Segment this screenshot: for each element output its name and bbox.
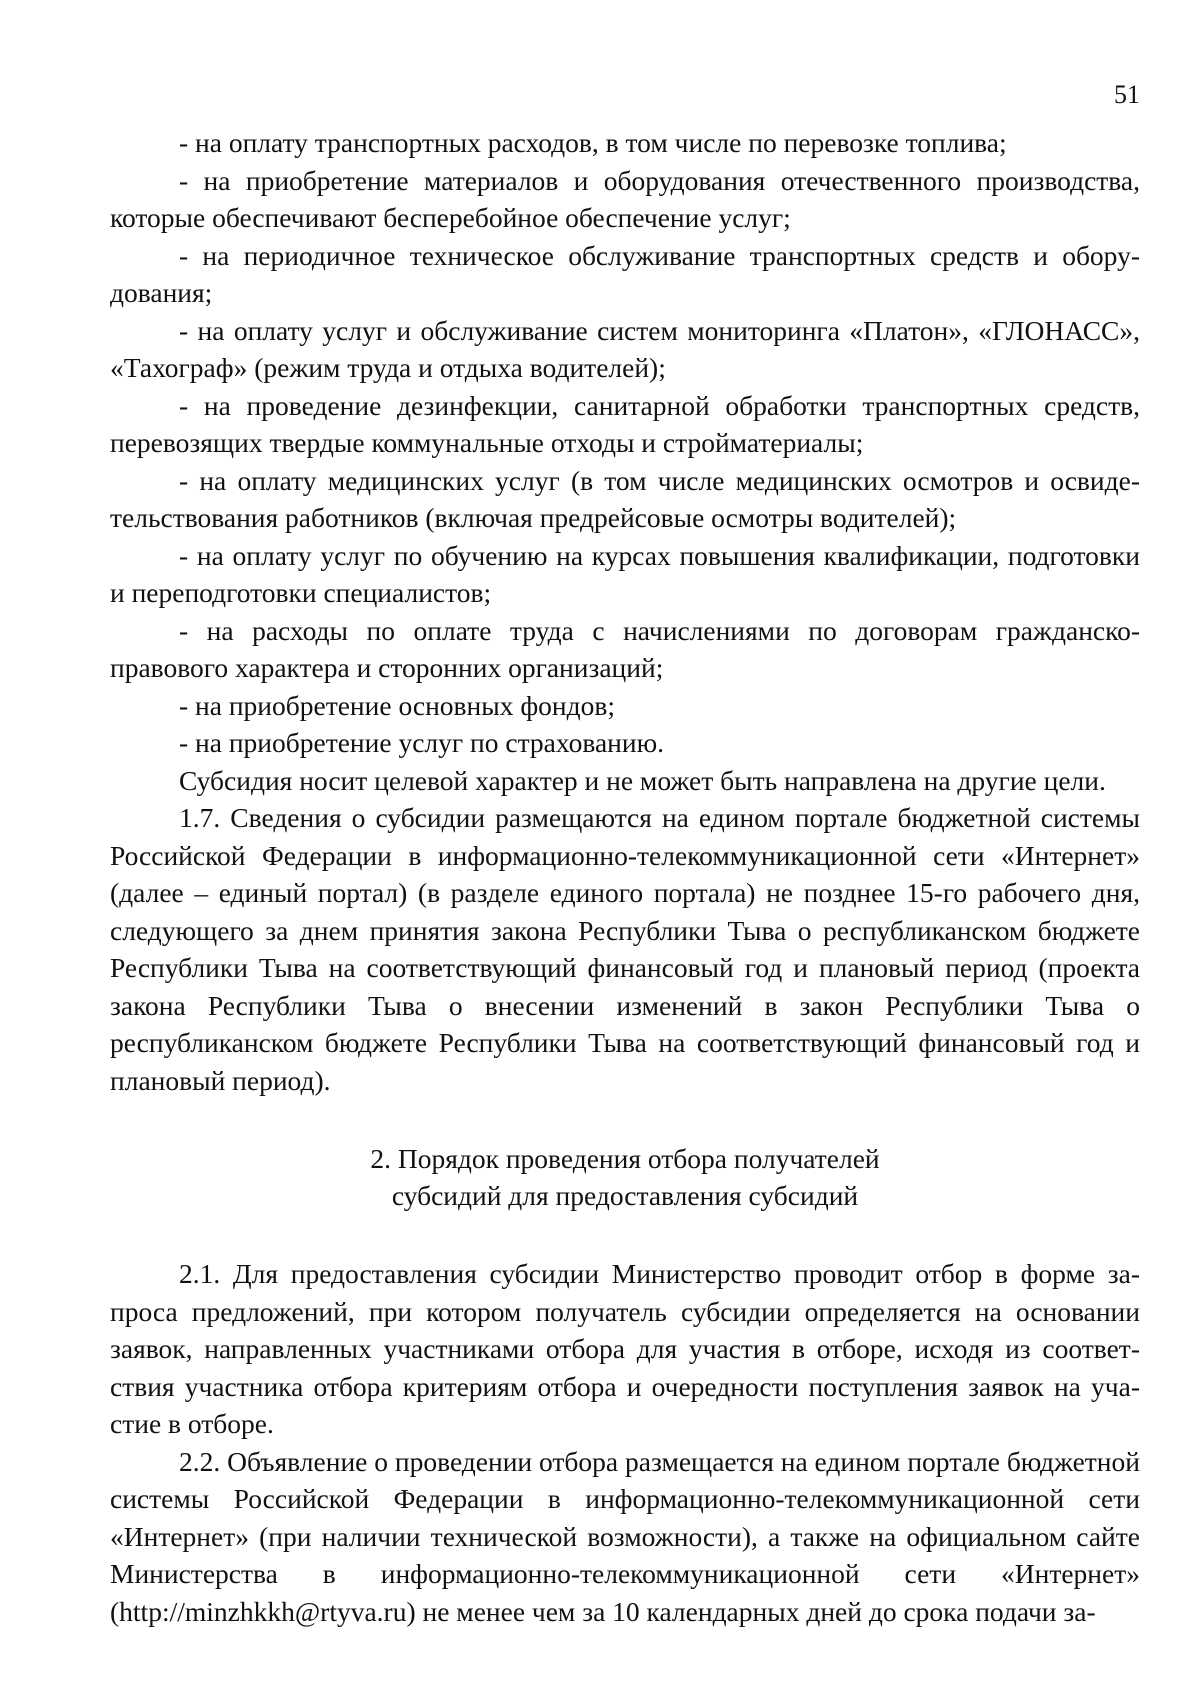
paragraph-subsidy-purpose: Субсидия носит целевой характер и не может быть направлена на другие цели. [179, 764, 1106, 796]
paragraph-medical-services: - на оплату медицинских услуг (в том числе медицинских осмотров и освидетельствования работников (включая предрейсовые осмотры водителей); [110, 464, 1140, 533]
paragraph-labor-costs: - на расходы по оплате труда с начислениями по договорам гражданско-правового характера и сторонних организаций; [110, 614, 1140, 683]
paragraph-2-2: 2.2. Объявление о проведении отбора размещается на едином портале бюджетной системы Российской Федерации в информационно-телекоммуникационной сети «Интернет» (при наличии технической возможности), а также на официальном сайте Министерства в информационно-телекоммуникационной сети «Интернет» (http://minzhkkh@rtyva.ru) не менее чем за 10 календарных дней до срока подачи за- [110, 1445, 1140, 1627]
paragraph-disinfection: - на проведение дезинфекции, санитарной обработки транспортных средств, перевозящих твердые коммунальные отходы и стройматериалы; [110, 389, 1140, 458]
section-heading-line-2: субсидий для предоставления субсидий [391, 1180, 859, 1211]
paragraph-insurance: - на приобретение услуг по страхованию. [179, 727, 665, 758]
page-number: 51 [1114, 80, 1140, 109]
paragraph-fixed-assets: - на приобретение основных фондов; [179, 689, 616, 721]
paragraph-training: - на оплату услуг по обучению на курсах повышения квалификации, подготовки и переподготовки специалистов; [110, 539, 1140, 608]
document-body [110, 124, 1140, 1630]
paragraph-transport-costs: - на оплату транспортных расходов, в том числе по перевозке топлива; [179, 127, 1007, 158]
section-heading [110, 1140, 1140, 1214]
paragraph-monitoring-systems: - на оплату услуг и обслуживание систем мониторинга «Платон», «ГЛОНАСС», «Тахограф» (режим труда и отдыха водителей); [110, 314, 1140, 383]
paragraph-materials-equipment: - на приобретение материалов и оборудования отечественного производства, которые обеспечивают бесперебойное обеспечение услуг; [110, 164, 1140, 233]
section-heading-line-1: 2. Порядок проведения отбора получателей [370, 1143, 880, 1174]
paragraph-vehicle-maintenance: - на периодичное техническое обслуживание транспортных средств и оборудования; [110, 239, 1140, 308]
paragraph-1-7: 1.7. Сведения о субсидии размещаются на едином портале бюджетной системы Российской Федерации в информационно-телекоммуникационной сети «Интернет» (далее – единый портал) (в разделе единого портала) не позднее 15-го рабочего дня, следующего за днем принятия закона Республики Тыва о республиканском бюджете Республики Тыва на соответствующий финансовый год и плановый период (проекта закона Республики Тыва о внесении изменений в закон Республики Тыва о республиканском бюджете Республики Тыва на соответствующий финансовый год и плановый период). [110, 802, 1140, 1096]
paragraph-2-1: 2.1. Для предоставления субсидии Министерство проводит отбор в форме запроса предложений, при котором получатель субсидии определяется на основании заявок, направленных участниками отбора для участия в отборе, исходя из соответствия участника отбора критериям отбора и очередности поступления заявок на участие в отборе. [110, 1258, 1140, 1439]
